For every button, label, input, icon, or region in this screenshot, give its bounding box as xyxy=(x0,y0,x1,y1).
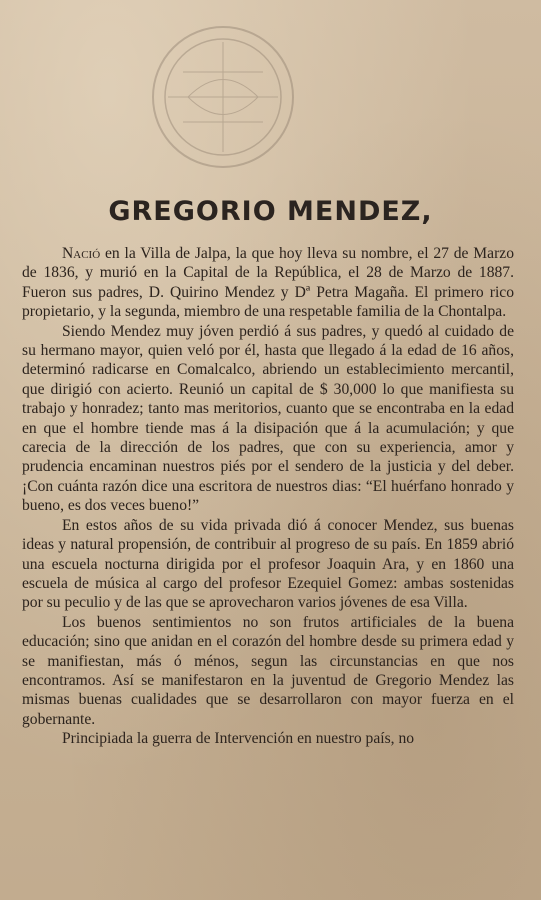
paragraph-lead-word: Nació xyxy=(62,245,101,262)
paragraph-5 xyxy=(22,729,514,748)
document-body xyxy=(22,244,514,749)
paragraph-1 xyxy=(22,244,514,322)
paragraph-text: Siendo Mendez muy jóven perdió á sus padres, y quedó al cuidado de su hermano mayor, quien veló por él, hasta que llegado á la edad de 16 años, determinó radicarse en Comalcalco, abriendo un establecimiento mercantil, que dirigió con acierto. Reunió un capital de $ 30,000 lo que manifiesta su trabajo y honradez; tanto mas meritorios, cuanto que se encontraba en la edad en que el hombre tiende mas á la disipación que á la acumulación; y que carecia de la dirección de los padres, que con su experiencia, amor y prudencia encaminan nuestros piés por el sendero de la justicia y del deber. ¡Con cuánta razón dice una escritora de nuestros dias: “El huérfano honrado y bueno, es dos veces bueno!” xyxy=(22,322,514,515)
paragraph-4 xyxy=(22,613,514,729)
paragraph-3 xyxy=(22,516,514,613)
paragraph-text: En estos años de su vida privada dió á conocer Mendez, sus buenas ideas y natural propensión, de contribuir al progreso de su país. En 1859 abrió una escuela nocturna dirigida por el profesor Joaquin Ara, y en 1860 una escuela de música al cargo del profesor Ezequiel Gomez: ambas sostenidas por su peculio y de las que se aprovecharon varios jóvenes de esa Villa. xyxy=(22,516,514,612)
circular-stamp-icon xyxy=(148,22,298,172)
paragraph-text: Los buenos sentimientos no son frutos artificiales de la buena educación; sino que anidan en el corazón del hombre desde su primera edad y se manifiestan, más ó ménos, segun las circunstancias en que nos encontramos. Así se manifestaron en la juventud de Gregorio Mendez las mismas buenas cualidades que se desarrollaron con mayor fuerza en el gobernante. xyxy=(22,613,514,728)
paragraph-text: en la Villa de Jalpa, la que hoy lleva su nombre, el 27 de Marzo de 1836, y murió en la Capital de la República, el 28 de Marzo de 1887. Fueron sus padres, D. Quirino Mendez y Dª Petra Magaña. El primero rico propietario, y la segunda, miembro de una respetable familia de la Chontalpa. xyxy=(22,245,514,321)
paragraph-2 xyxy=(22,322,514,516)
paragraph-text: Principiada la guerra de Intervención en nuestro país, no xyxy=(62,730,415,748)
page-title: GREGORIO MENDEZ, xyxy=(108,196,433,227)
